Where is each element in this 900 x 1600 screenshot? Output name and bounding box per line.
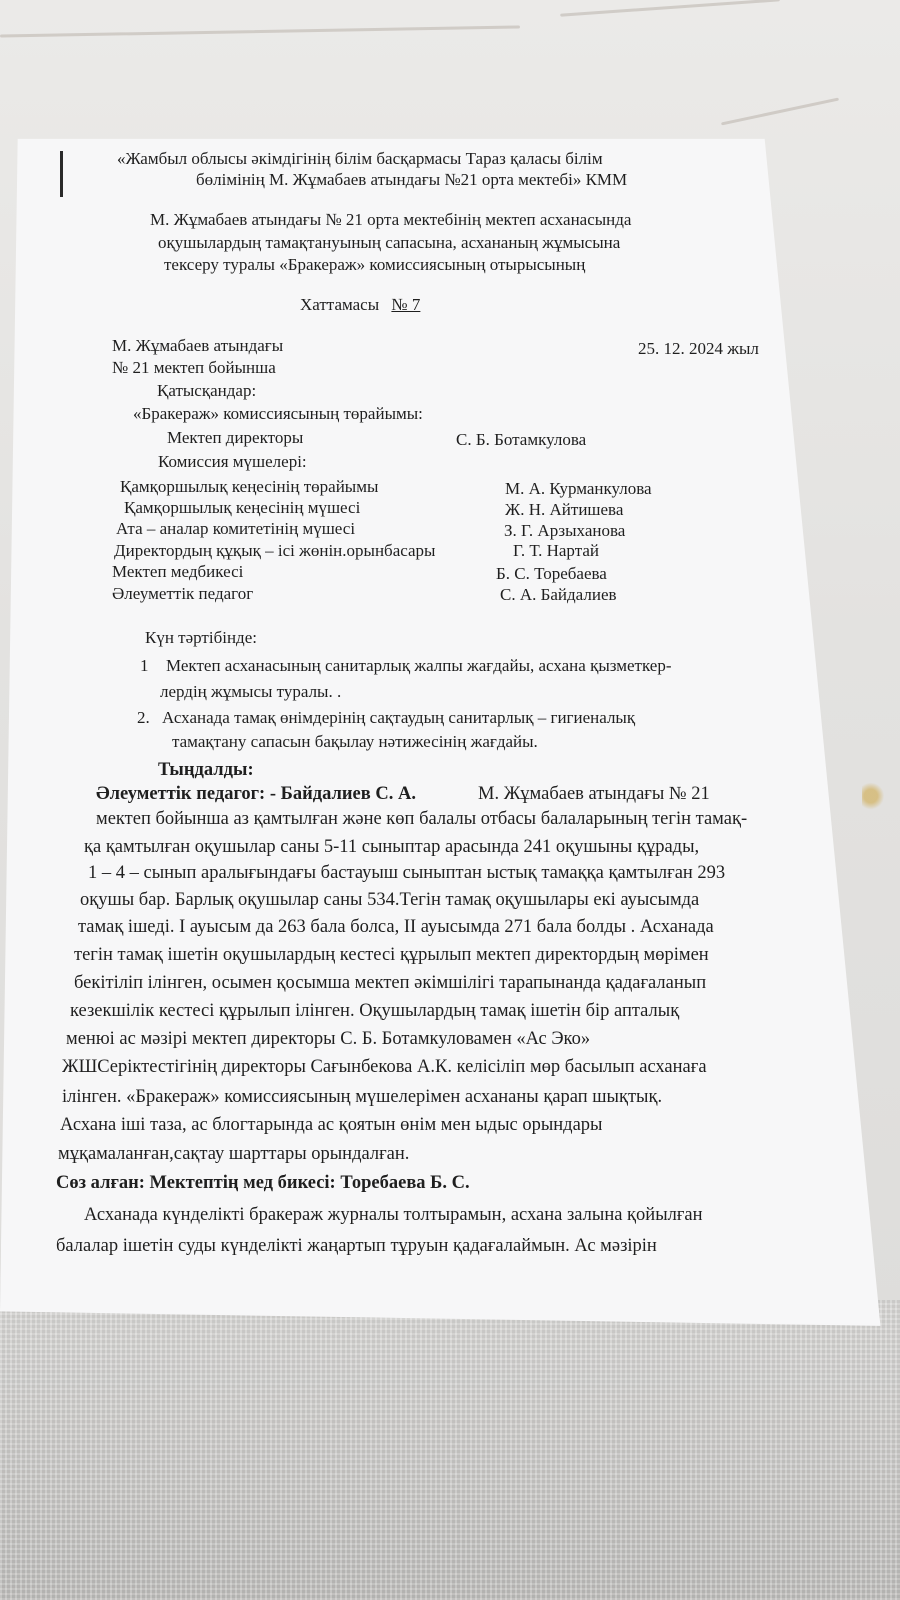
place-line-2: № 21 мектеп бойынша bbox=[112, 358, 276, 377]
agenda-item-2-line-1: Асханада тамақ өнімдерінің сақтаудың санитарлық – гигиеналық bbox=[162, 708, 636, 727]
member-role: Әлеуметтік педагог bbox=[112, 584, 254, 603]
heard-line: тамақ ішеді. I ауысым да 263 бала болса, II ауысымда 271 бала болды . Асханада bbox=[78, 917, 714, 937]
member-name: С. А. Байдалиев bbox=[500, 585, 617, 604]
protocol-label: Хаттамасы bbox=[300, 295, 380, 314]
member-name: Б. С. Торебаева bbox=[496, 564, 607, 583]
member-role: Қамқоршылық кеңесінің төрайымы bbox=[120, 477, 379, 496]
member-name: Ж. Н. Айтишева bbox=[505, 500, 624, 519]
heard-line: 1 – 4 – сынып аралығындағы бастауыш сыныптан ыстық тамаққа қамтылған 293 bbox=[88, 863, 726, 883]
chair-name: С. Б. Ботамкулова bbox=[456, 430, 587, 449]
agenda-item-1-line-1: Мектеп асханасының санитарлық жалпы жағдайы, асхана қызметкер- bbox=[166, 656, 672, 675]
agenda-item-1-number: 1 bbox=[140, 656, 149, 675]
agenda-item-2-number: 2. bbox=[137, 708, 150, 727]
protocol-heading bbox=[300, 295, 420, 315]
member-name: М. А. Курманкулова bbox=[505, 479, 652, 498]
member-role: Мектеп медбикесі bbox=[112, 562, 244, 581]
chair-role: Мектеп директоры bbox=[167, 428, 304, 447]
member-role: Қамқоршылық кеңесінің мүшесі bbox=[124, 498, 361, 517]
heard-line: менюі ас мәзірі мектеп директоры С. Б. Ботамкуловамен «Ас Эко» bbox=[66, 1029, 591, 1049]
agenda-item-1-line-2: лердің жұмысы туралы. . bbox=[160, 682, 342, 701]
margin-pen-mark bbox=[60, 151, 63, 197]
agenda-label: Күн тәртібінде: bbox=[145, 628, 257, 647]
org-line-1: «Жамбыл облысы әкімдігінің білім басқармасы Тараз қаласы білім bbox=[117, 149, 603, 168]
heard-label: Тыңдалды: bbox=[158, 760, 254, 780]
heard-line: ілінген. «Бракераж» комиссиясының мүшелерімен асхананы қарап шықтық. bbox=[62, 1087, 663, 1107]
spoke-label: Сөз алған: Мектептің мед бикесі: Торебаева Б. С. bbox=[56, 1173, 470, 1193]
gold-ribbon-decoration bbox=[862, 778, 884, 814]
heard-line: Асхана іші таза, ас блогтарында ас қоятын өнім мен ыдыс орындары bbox=[60, 1115, 603, 1135]
heard-line: оқушы бар. Барлық оқушылар саны 534.Тегін тамақ оқушылары екі ауысымда bbox=[80, 890, 700, 910]
agenda-item-2-line-2: тамақтану сапасын бақылау нәтижесінің жағдайы. bbox=[172, 732, 538, 751]
members-label: Комиссия мүшелері: bbox=[158, 452, 307, 471]
heard-line: ЖШСеріктестігінің директоры Сағынбекова А.К. келісіліп мөр басылып асханаға bbox=[62, 1057, 707, 1077]
title-line-1: М. Жұмабаев атындағы № 21 орта мектебінің мектеп асханасында bbox=[150, 210, 632, 229]
member-role: Директордың құқық – ісі жөнін.орынбасары bbox=[114, 541, 436, 560]
plastic-surface bbox=[0, 1300, 900, 1600]
heard-line: тегін тамақ ішетін оқушылардың кестесі құрылып мектеп директордың мөрімен bbox=[74, 945, 709, 965]
chair-label: «Бракераж» комиссиясының төрайымы: bbox=[133, 404, 423, 423]
spoke-line: Асханада күнделікті бракераж журналы толтырамын, асхана залына қойылған bbox=[84, 1205, 703, 1225]
protocol-number: № 7 bbox=[391, 295, 421, 314]
heard-line: қа қамтылған оқушылар саны 5-11 сыныптар арасында 241 оқушыны құрады, bbox=[84, 837, 700, 857]
heard-speaker: Әлеуметтік педагог: - Байдалиев С. А. bbox=[96, 784, 416, 804]
title-line-3: тексеру туралы «Бракераж» комиссиясының отырысының bbox=[164, 255, 586, 274]
title-line-2: оқушылардың тамақтануының сапасына, асхананың жұмысына bbox=[158, 233, 621, 252]
heard-line: кезекшілік кестесі құрылып ілінген. Оқушылардың тамақ ішетін бір апталық bbox=[70, 1001, 680, 1021]
heard-line: мектеп бойынша аз қамтылған және көп балалы отбасы балаларының тегін тамақ- bbox=[96, 809, 748, 829]
member-name: З. Г. Арзыханова bbox=[504, 521, 626, 540]
spoke-line: балалар ішетін суды күнделікті жаңартып тұруын қадағалаймын. Ас мәзірін bbox=[56, 1236, 657, 1256]
attendees-label: Қатысқандар: bbox=[157, 381, 257, 400]
member-name: Г. Т. Нартай bbox=[513, 541, 599, 560]
protocol-date: 25. 12. 2024 жыл bbox=[638, 339, 759, 358]
heard-line: М. Жұмабаев атындағы № 21 bbox=[478, 784, 710, 804]
heard-line: мұқамаланған,сақтау шарттары орындалған. bbox=[58, 1144, 410, 1164]
place-line-1: М. Жұмабаев атындағы bbox=[112, 336, 284, 355]
member-role: Ата – аналар комитетінің мүшесі bbox=[116, 519, 356, 538]
org-line-2: бөлімінің М. Жұмабаев атындағы №21 орта мектебі» КММ bbox=[196, 170, 628, 189]
heard-line: бекітіліп ілінген, осымен қосымша мектеп әкімшілігі тарапынанда қадағаланып bbox=[74, 973, 707, 993]
